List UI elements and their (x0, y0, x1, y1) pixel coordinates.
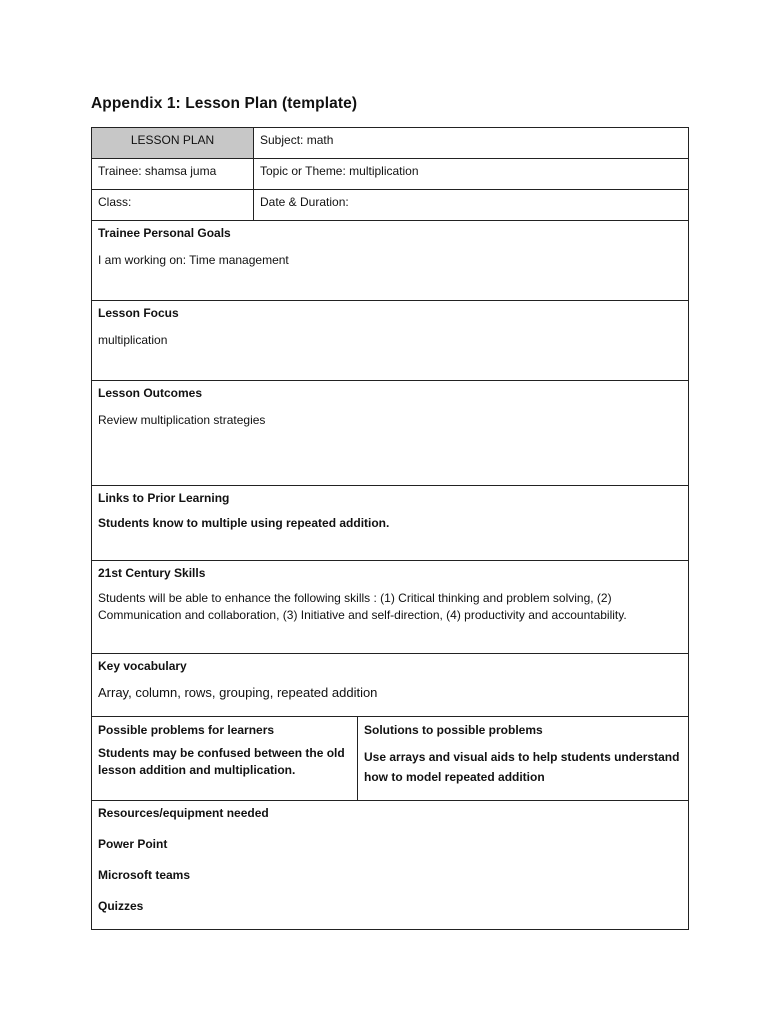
lesson-plan-label: LESSON PLAN (92, 128, 254, 158)
solutions-heading: Solutions to possible problems (364, 723, 543, 737)
prior-learning-text: Students know to multiple using repeated addition. (98, 516, 390, 530)
prior-learning-section (92, 486, 688, 561)
header-row-subject (92, 128, 688, 159)
century-skills-heading: 21st Century Skills (98, 566, 206, 580)
date-duration-cell: Date & Duration: (260, 195, 349, 209)
problems-solutions-row (92, 717, 688, 801)
lesson-outcomes-text: Review multiplication strategies (98, 413, 266, 427)
trainee-cell: Trainee: shamsa juma (92, 159, 254, 189)
lesson-outcomes-section (92, 381, 688, 486)
lesson-outcomes-heading: Lesson Outcomes (98, 386, 203, 400)
resource-item: Microsoft teams (98, 868, 191, 882)
personal-goals-heading: Trainee Personal Goals (98, 226, 231, 240)
resource-item: Power Point (98, 837, 168, 851)
solutions-text: Use arrays and visual aids to help students understand how to model repeated addition (364, 750, 680, 784)
prior-learning-heading: Links to Prior Learning (98, 491, 230, 505)
century-skills-text: Students will be able to enhance the following skills : (1) Critical thinking and problem solving, (2) Communication and collaboration, (3) Initiative and self-direction, (4) productivity and accountability. (98, 591, 627, 622)
lesson-focus-section (92, 301, 688, 381)
century-skills-section (92, 561, 688, 654)
header-row-class (92, 190, 688, 221)
class-cell: Class: (92, 190, 254, 220)
possible-problems-heading: Possible problems for learners (98, 723, 275, 737)
document-title: Appendix 1: Lesson Plan (template) (91, 95, 358, 112)
resources-heading: Resources/equipment needed (98, 806, 269, 820)
possible-problems-text: Students may be confused between the old lesson addition and multiplication. (98, 746, 345, 777)
lesson-focus-text: multiplication (98, 333, 168, 347)
key-vocabulary-section (92, 654, 688, 717)
header-row-trainee (92, 159, 688, 190)
solutions-cell (358, 717, 688, 800)
resource-item: Quizzes (98, 899, 144, 913)
lesson-focus-heading: Lesson Focus (98, 306, 179, 320)
personal-goals-section (92, 221, 688, 301)
subject-cell: Subject: math (260, 133, 334, 147)
resources-section (92, 801, 688, 929)
key-vocabulary-heading: Key vocabulary (98, 659, 187, 673)
lesson-plan-table (91, 127, 689, 930)
key-vocabulary-text: Array, column, rows, grouping, repeated addition (98, 685, 378, 700)
personal-goals-text: I am working on: Time management (98, 253, 289, 267)
topic-cell: Topic or Theme: multiplication (260, 164, 419, 178)
possible-problems-cell (92, 717, 358, 800)
